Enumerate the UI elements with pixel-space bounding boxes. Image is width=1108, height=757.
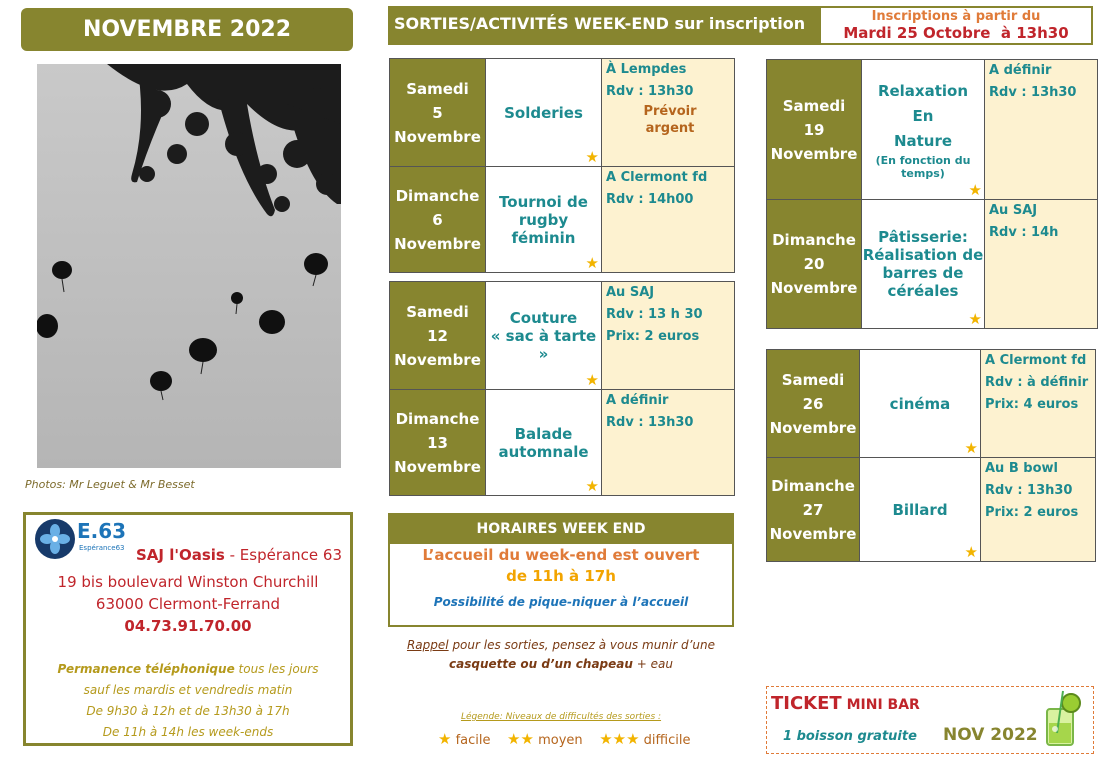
difficulty-star-icon: ★ (964, 543, 978, 561)
weekend-block (389, 58, 735, 273)
day-row (767, 350, 1095, 457)
legend-star-2: ★★ (507, 730, 534, 748)
activity-info: Au B bowl Rdv : 13h30 Prix: 2 euros (981, 458, 1095, 561)
rappel-line-1 (388, 636, 734, 655)
permanence-line-2: sauf les mardis et vendredis matin (83, 683, 293, 697)
rappel-hat: casquette ou d’un chapeau (449, 657, 633, 671)
day-label: Dimanche 20 Novembre (767, 200, 861, 328)
legend-title: Légende: Niveaux de difficultés des sorties : (460, 712, 662, 722)
org-name-line (136, 546, 342, 564)
difficulty-star-icon: ★ (585, 477, 599, 495)
legend-label-2: moyen (538, 733, 583, 748)
day-label: Dimanche 13 Novembre (390, 390, 485, 495)
logo-text: E.63 (77, 519, 127, 543)
day-row (390, 166, 734, 272)
permanence-rest: tous les jours (234, 662, 319, 676)
day-row (390, 389, 734, 495)
weekend-block (766, 59, 1098, 329)
horaires-title: HORAIRES WEEK END (388, 513, 734, 544)
horaires-box (388, 543, 734, 627)
permanence-line-1 (26, 659, 350, 680)
tree-balloons-illustration (37, 64, 341, 468)
rappel-label: Rappel (406, 638, 449, 652)
horaires-line-2: de 11h à 17h (506, 567, 616, 585)
inscription-date: Mardi 25 Octobre (843, 24, 991, 42)
day-row (767, 199, 1097, 328)
month-title: NOVEMBRE 2022 (21, 8, 353, 51)
permanence-label: Permanence téléphonique (57, 662, 235, 676)
difficulty-star-icon: ★ (964, 439, 978, 457)
activities-title: SORTIES/ACTIVITÉS WEEK-END sur inscription (394, 14, 806, 33)
logo-flower-icon (35, 519, 75, 559)
contact-box (23, 512, 353, 746)
day-row (390, 282, 734, 389)
activity-info: Au SAJ Rdv : 13 h 30 Prix: 2 euros (602, 282, 734, 389)
activity-info: A définir Rdv : 13h30 (602, 390, 734, 495)
org-name: SAJ l'Oasis (136, 546, 225, 564)
ticket-subtitle: 1 boisson gratuite (783, 729, 917, 744)
activity-name: cinéma ★ (859, 350, 981, 457)
difficulty-star-icon: ★ (968, 181, 982, 199)
activity-note: Prévoir argent (643, 104, 697, 136)
day-label: Samedi 12 Novembre (390, 282, 485, 389)
day-row (767, 60, 1097, 199)
rappel-water: + eau (632, 657, 673, 671)
address-line-2: 63000 Clermont-Ferrand (95, 595, 281, 613)
ticket-date: NOV 2022 (943, 725, 1038, 745)
inscription-time: à 13h30 (1000, 24, 1069, 42)
phone-number: 04.73.91.70.00 (124, 617, 252, 635)
legend-items (438, 730, 738, 748)
difficulty-star-icon: ★ (968, 310, 982, 328)
activity-info: Au SAJ Rdv : 14h (985, 200, 1097, 328)
horaires-line-3: Possibilité de pique-niquer à l’accueil (433, 595, 689, 609)
day-label: Samedi 26 Novembre (767, 350, 859, 457)
legend-star-1: ★ (438, 730, 452, 748)
activity-info: À Lempdes Rdv : 13h30 Prévoir argent (602, 59, 734, 166)
day-label: Dimanche 6 Novembre (390, 167, 485, 272)
activity-name: Balade automnale ★ (485, 390, 602, 495)
legend-star-3: ★★★ (599, 730, 640, 748)
activity-name: Solderies ★ (485, 59, 602, 166)
day-label: Samedi 19 Novembre (767, 60, 861, 199)
activity-info: A Clermont fd Rdv : 14h00 (602, 167, 734, 272)
cocktail-glass-icon (1037, 689, 1087, 751)
activity-info: A définir Rdv : 13h30 (985, 60, 1097, 199)
difficulty-star-icon: ★ (585, 254, 599, 272)
legend-label-1: facile (455, 733, 491, 748)
permanence-line-3: De 9h30 à 12h et de 13h30 à 17h (86, 704, 290, 718)
org-suffix: - Espérance 63 (224, 546, 343, 564)
activity-name: Couture « sac à tarte » ★ (485, 282, 602, 389)
day-row (390, 59, 734, 166)
legend-label-3: difficile (643, 733, 691, 748)
rappel-line-2 (388, 655, 734, 674)
logo-subtext: Espérance63 (79, 544, 125, 552)
ticket-title: TICKET MINI BAR (771, 693, 920, 714)
activity-name: Billard ★ (859, 458, 981, 561)
ticket-mini-bar (766, 686, 1094, 754)
weekend-block (766, 349, 1096, 562)
permanence-line-4: De 11h à 14h les week-ends (102, 725, 274, 739)
weekend-block (389, 281, 735, 496)
day-label: Dimanche 27 Novembre (767, 458, 859, 561)
inscription-line-2 (821, 24, 1091, 42)
activity-name: Relaxation En Nature (En fonction du temps) ★ (861, 60, 985, 199)
activity-name: Pâtisserie: Réalisation de barres de céréales ★ (861, 200, 985, 328)
activity-name: Tournoi de rugby féminin ★ (485, 167, 602, 272)
permanence-block (26, 659, 350, 743)
horaires-line-1: L’accueil du week-end est ouvert (422, 546, 700, 564)
photo-balloons (37, 64, 341, 468)
activity-info: A Clermont fd Rdv : à définir Prix: 4 euros (981, 350, 1095, 457)
photo-credit: Photos: Mr Leguet & Mr Besset (25, 478, 195, 491)
rappel-rest: pour les sorties, pensez à vous munir d’une (448, 638, 716, 652)
day-label: Samedi 5 Novembre (390, 59, 485, 166)
day-row (767, 457, 1095, 561)
inscription-box (821, 8, 1091, 43)
address-line-1: 19 bis boulevard Winston Churchill (57, 573, 319, 591)
difficulty-star-icon: ★ (585, 371, 599, 389)
difficulty-star-icon: ★ (585, 148, 599, 166)
address-block (26, 571, 350, 637)
rappel-block (388, 636, 734, 674)
inscription-line-1: Inscriptions à partir du (871, 9, 1041, 24)
